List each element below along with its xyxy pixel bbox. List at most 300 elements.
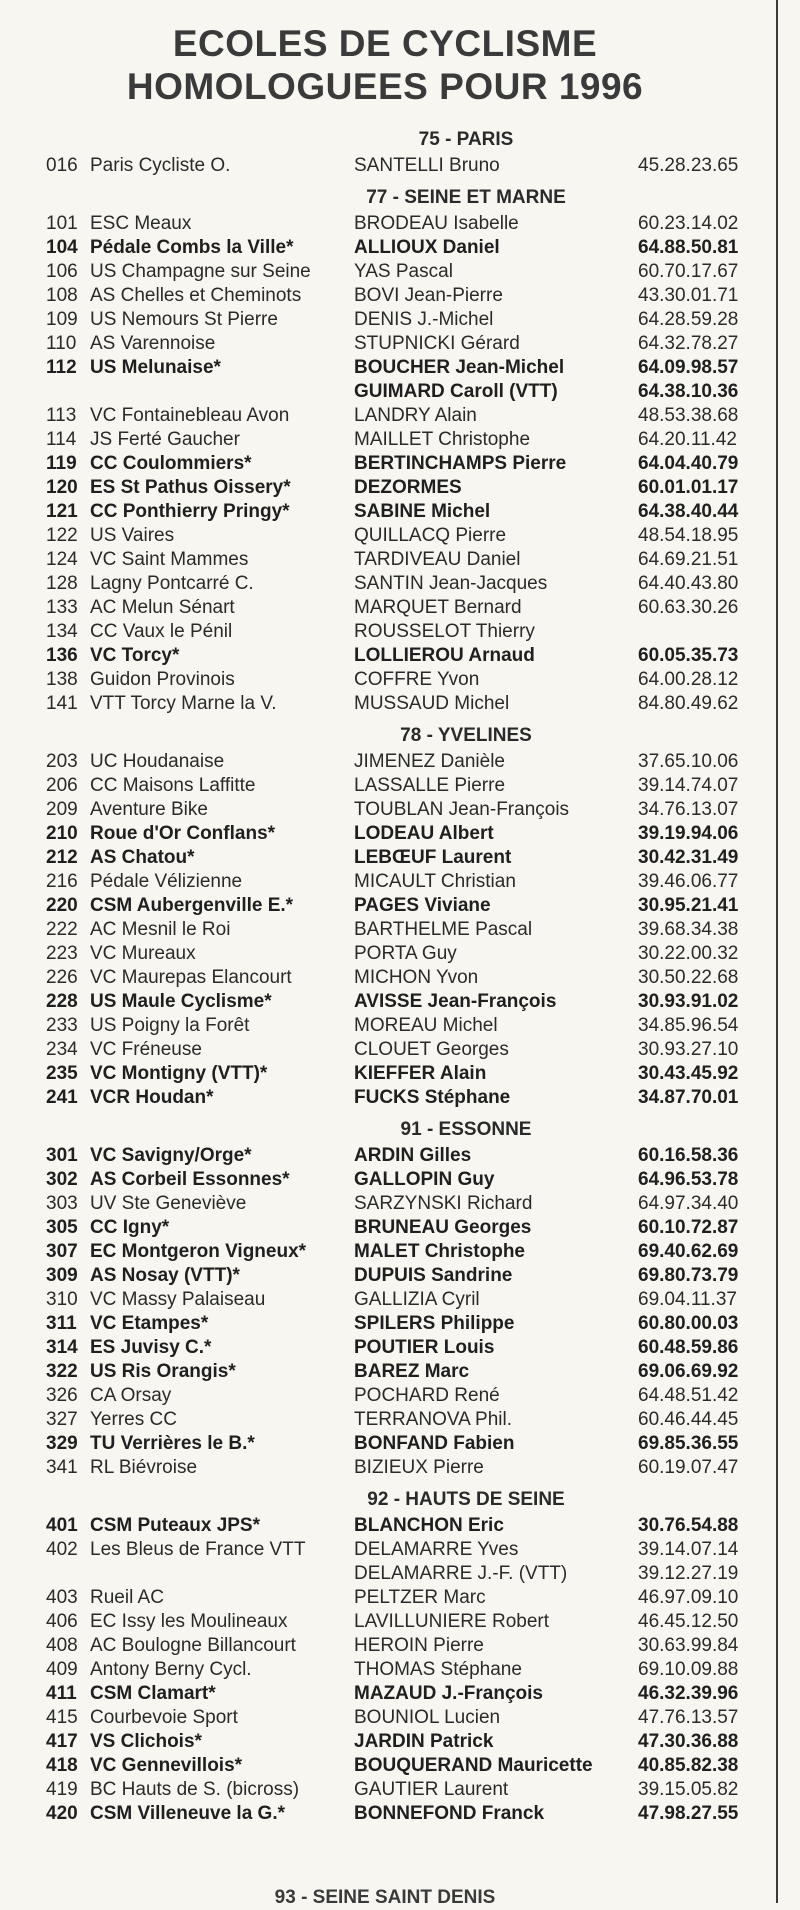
school-row — [46, 1730, 756, 1754]
contact-name: SABINE Michel — [354, 501, 491, 522]
contact-name: COFFRE Yvon — [354, 669, 480, 690]
school-row — [46, 798, 756, 822]
club-name: AS Nosay (VTT)* — [90, 1265, 240, 1286]
phone-number: 34.87.70.01 — [638, 1087, 739, 1108]
school-code: 114 — [46, 429, 77, 450]
school-code: 406 — [46, 1611, 78, 1632]
contact-name: BIZIEUX Pierre — [354, 1457, 484, 1478]
phone-number: 30.43.45.92 — [638, 1063, 739, 1084]
contact-name: THOMAS Stéphane — [354, 1659, 522, 1680]
school-row — [46, 1144, 756, 1168]
contact-name: AVISSE Jean-François — [354, 991, 557, 1012]
school-code: 206 — [46, 775, 78, 796]
club-name: US Nemours St Pierre — [90, 309, 278, 330]
school-code: 411 — [46, 1683, 77, 1704]
phone-number: 69.04.11.37 — [638, 1289, 737, 1310]
school-row — [46, 476, 756, 500]
school-code: 108 — [46, 285, 78, 306]
phone-number: 64.96.53.78 — [638, 1169, 739, 1190]
phone-number: 64.40.43.80 — [638, 573, 739, 594]
phone-number: 60.10.72.87 — [638, 1217, 739, 1238]
school-code: 220 — [46, 895, 78, 916]
contact-name: DEZORMES — [354, 477, 462, 498]
contact-name: BARTHELME Pascal — [354, 919, 533, 940]
contact-name: LEBŒUF Laurent — [354, 847, 512, 868]
school-row — [46, 822, 756, 846]
contact-name: JARDIN Patrick — [354, 1731, 494, 1752]
club-name: VC Massy Palaiseau — [90, 1289, 266, 1310]
club-name: AS Varennoise — [90, 333, 216, 354]
contact-name: PAGES Viviane — [354, 895, 491, 916]
school-row — [46, 428, 756, 452]
school-row — [46, 990, 756, 1014]
club-name: Paris Cycliste O. — [90, 155, 231, 176]
contact-name: MAILLET Christophe — [354, 429, 531, 450]
title-line-2: HOMOLOGUEES POUR 1996 — [126, 66, 644, 107]
contact-name: LANDRY Alain — [354, 405, 477, 426]
department-section — [46, 722, 756, 1110]
page-title — [0, 22, 770, 108]
club-name: Lagny Pontcarré C. — [90, 573, 254, 594]
department-heading: 78 - YVELINES — [400, 725, 532, 746]
club-name: JS Ferté Gaucher — [90, 429, 240, 450]
school-row — [46, 620, 756, 644]
school-code: 138 — [46, 669, 78, 690]
contact-name: MUSSAUD Michel — [354, 693, 510, 714]
club-name: VC Maurepas Elancourt — [90, 967, 292, 988]
phone-number: 60.16.58.36 — [638, 1145, 739, 1166]
contact-name: BOUQUERAND Mauricette — [354, 1755, 593, 1776]
phone-number: 39.19.94.06 — [638, 823, 739, 844]
phone-number: 60.19.07.47 — [638, 1457, 739, 1478]
school-code: 327 — [46, 1409, 78, 1430]
contact-name: BRUNEAU Georges — [354, 1217, 532, 1238]
school-row — [46, 524, 756, 548]
contact-name: GALLIZIA Cyril — [354, 1289, 480, 1310]
school-code: 418 — [46, 1755, 78, 1776]
school-row — [46, 308, 756, 332]
school-code: 309 — [46, 1265, 78, 1286]
school-row — [46, 284, 756, 308]
phone-number: 40.85.82.38 — [638, 1755, 739, 1776]
contact-name: PORTA Guy — [354, 943, 457, 964]
school-code: 341 — [46, 1457, 78, 1478]
contact-name: CLOUET Georges — [354, 1039, 509, 1060]
school-row — [46, 260, 756, 284]
school-row — [46, 572, 756, 596]
school-row — [46, 404, 756, 428]
phone-number: 30.93.91.02 — [638, 991, 739, 1012]
phone-number: 64.88.50.81 — [638, 237, 739, 258]
school-row — [46, 1802, 756, 1826]
contact-name: GAUTIER Laurent — [354, 1779, 509, 1800]
contact-name: BONNEFOND Franck — [354, 1803, 545, 1824]
school-row — [46, 1634, 756, 1658]
school-code: 120 — [46, 477, 78, 498]
school-row — [46, 212, 756, 236]
school-code: 124 — [46, 549, 78, 570]
school-code: 302 — [46, 1169, 78, 1190]
contact-name: LODEAU Albert — [354, 823, 494, 844]
phone-number: 30.93.27.10 — [638, 1039, 739, 1060]
club-name: UC Houdanaise — [90, 751, 225, 772]
phone-number: 37.65.10.06 — [638, 751, 739, 772]
phone-number: 64.00.28.12 — [638, 669, 739, 690]
phone-number: 46.97.09.10 — [638, 1587, 739, 1608]
school-code: 234 — [46, 1039, 78, 1060]
school-code: 134 — [46, 621, 78, 642]
phone-number: 60.01.01.17 — [638, 477, 739, 498]
club-name: Antony Berny Cycl. — [90, 1659, 252, 1680]
school-code: 417 — [46, 1731, 78, 1752]
phone-number: 39.68.34.38 — [638, 919, 739, 940]
department-heading: 92 - HAUTS DE SEINE — [367, 1489, 565, 1510]
club-name: CSM Villeneuve la G.* — [90, 1803, 286, 1824]
phone-number: 43.30.01.71 — [638, 285, 739, 306]
school-row — [46, 1360, 756, 1384]
club-name: VTT Torcy Marne la V. — [90, 693, 277, 714]
contact-name: BOUNIOL Lucien — [354, 1707, 501, 1728]
phone-number: 30.50.22.68 — [638, 967, 739, 988]
contact-name: BERTINCHAMPS Pierre — [354, 453, 567, 474]
contact-name: LAVILLUNIERE Robert — [354, 1611, 550, 1632]
club-name: VC Fontainebleau Avon — [90, 405, 290, 426]
contact-name: DELAMARRE J.-F. (VTT) — [354, 1563, 568, 1584]
phone-number: 47.30.36.88 — [638, 1731, 739, 1752]
school-code: 329 — [46, 1433, 78, 1454]
phone-number: 64.69.21.51 — [638, 549, 739, 570]
club-name: VC Gennevillois* — [90, 1755, 243, 1776]
school-code: 101 — [46, 213, 78, 234]
club-name: AC Boulogne Billancourt — [90, 1635, 296, 1656]
club-name: Guidon Provinois — [90, 669, 235, 690]
school-row — [46, 1408, 756, 1432]
club-name: CC Vaux le Pénil — [90, 621, 233, 642]
school-row — [46, 1288, 756, 1312]
club-name: EC Issy les Moulineaux — [90, 1611, 288, 1632]
club-name: Roue d'Or Conflans* — [90, 823, 276, 844]
school-row — [46, 1610, 756, 1634]
contact-name: DUPUIS Sandrine — [354, 1265, 513, 1286]
department-section — [46, 126, 756, 178]
phone-number: 48.53.38.68 — [638, 405, 739, 426]
department-section — [46, 1486, 756, 1826]
club-name: VC Montigny (VTT)* — [90, 1063, 268, 1084]
phone-number: 30.76.54.88 — [638, 1515, 739, 1536]
club-name: VC Etampes* — [90, 1313, 209, 1334]
school-list — [46, 126, 756, 1832]
club-name: VCR Houdan* — [90, 1087, 214, 1108]
phone-number: 39.15.05.82 — [638, 1779, 739, 1800]
school-code: 402 — [46, 1539, 78, 1560]
contact-name: GALLOPIN Guy — [354, 1169, 495, 1190]
contact-name: MALET Christophe — [354, 1241, 525, 1262]
school-code: 133 — [46, 597, 78, 618]
contact-name: TERRANOVA Phil. — [354, 1409, 513, 1430]
school-row — [46, 692, 756, 716]
school-row — [46, 1658, 756, 1682]
school-row — [46, 1038, 756, 1062]
department-heading: 77 - SEINE ET MARNE — [366, 187, 566, 208]
contact-name: BOVI Jean-Pierre — [354, 285, 503, 306]
phone-number: 69.40.62.69 — [638, 1241, 739, 1262]
school-row — [46, 1538, 756, 1562]
school-code: 401 — [46, 1515, 78, 1536]
school-code: 122 — [46, 525, 78, 546]
contact-name: PELTZER Marc — [354, 1587, 486, 1608]
phone-number: 39.14.74.07 — [638, 775, 739, 796]
contact-name: MARQUET Bernard — [354, 597, 522, 618]
school-row — [46, 236, 756, 260]
phone-number: 69.06.69.92 — [638, 1361, 739, 1382]
contact-name: HEROIN Pierre — [354, 1635, 484, 1656]
phone-number: 34.76.13.07 — [638, 799, 739, 820]
school-row — [46, 1754, 756, 1778]
phone-number: 46.32.39.96 — [638, 1683, 739, 1704]
school-row — [46, 894, 756, 918]
club-name: AS Corbeil Essonnes* — [90, 1169, 290, 1190]
club-name: AS Chatou* — [90, 847, 195, 868]
department-section — [46, 184, 756, 716]
school-row — [46, 1384, 756, 1408]
school-code: 226 — [46, 967, 78, 988]
phone-number: 64.04.40.79 — [638, 453, 739, 474]
school-code: 326 — [46, 1385, 78, 1406]
club-name: US Maule Cyclisme* — [90, 991, 272, 1012]
contact-name: SARZYNSKI Richard — [354, 1193, 533, 1214]
contact-name: QUILLACQ Pierre — [354, 525, 507, 546]
contact-name: MICAULT Christian — [354, 871, 516, 892]
contact-name: YAS Pascal — [354, 261, 453, 282]
school-row — [46, 1778, 756, 1802]
school-code: 109 — [46, 309, 78, 330]
phone-number: 64.32.78.27 — [638, 333, 739, 354]
phone-number: 84.80.49.62 — [638, 693, 739, 714]
club-name: BC Hauts de S. (bicross) — [90, 1779, 300, 1800]
phone-number: 60.23.14.02 — [638, 213, 739, 234]
department-heading: 91 - ESSONNE — [400, 1119, 532, 1140]
school-row — [46, 1706, 756, 1730]
school-code: 403 — [46, 1587, 78, 1608]
club-name: CC Maisons Laffitte — [90, 775, 256, 796]
school-row — [46, 1216, 756, 1240]
department-heading: 75 - PARIS — [418, 129, 514, 150]
school-row — [46, 548, 756, 572]
school-row — [46, 1086, 756, 1110]
contact-name: MOREAU Michel — [354, 1015, 498, 1036]
contact-name: STUPNICKI Gérard — [354, 333, 520, 354]
school-code: 141 — [46, 693, 78, 714]
cut-off-heading: 93 - SEINE SAINT DENIS — [274, 1887, 496, 1908]
club-name: CC Igny* — [90, 1217, 170, 1238]
school-code: 113 — [46, 405, 77, 426]
school-row — [46, 1240, 756, 1264]
contact-name: BRODEAU Isabelle — [354, 213, 519, 234]
school-code: 121 — [46, 501, 78, 522]
contact-name: GUIMARD Caroll (VTT) — [354, 381, 558, 402]
school-code: 419 — [46, 1779, 78, 1800]
school-code: 228 — [46, 991, 78, 1012]
club-name — [90, 380, 354, 404]
phone-number: 69.10.09.88 — [638, 1659, 739, 1680]
contact-name: ARDIN Gilles — [354, 1145, 472, 1166]
school-row — [46, 1062, 756, 1086]
phone-number: 39.14.07.14 — [638, 1539, 739, 1560]
school-code: 016 — [46, 155, 78, 176]
school-code: 128 — [46, 573, 78, 594]
contact-name: POCHARD René — [354, 1385, 500, 1406]
contact-name: TARDIVEAU Daniel — [354, 549, 521, 570]
phone-number: 39.46.06.77 — [638, 871, 739, 892]
club-name: EC Montgeron Vigneux* — [90, 1241, 307, 1262]
school-row — [46, 332, 756, 356]
school-row — [46, 750, 756, 774]
club-name: Yerres CC — [90, 1409, 177, 1430]
school-row — [46, 1432, 756, 1456]
contact-name: LOLLIEROU Arnaud — [354, 645, 535, 666]
phone-number: 39.12.27.19 — [638, 1563, 739, 1584]
school-code: 222 — [46, 919, 78, 940]
club-name: CSM Clamart* — [90, 1683, 216, 1704]
school-row — [46, 942, 756, 966]
club-name: CC Ponthierry Pringy* — [90, 501, 290, 522]
school-row — [46, 1192, 756, 1216]
contact-name: DELAMARRE Yves — [354, 1539, 519, 1560]
phone-number: 60.46.44.45 — [638, 1409, 739, 1430]
club-name: VC Torcy* — [90, 645, 180, 666]
school-row — [46, 1014, 756, 1038]
contact-name: MAZAUD J.-François — [354, 1683, 543, 1704]
phone-number: 46.45.12.50 — [638, 1611, 739, 1632]
contact-name: SPILERS Philippe — [354, 1313, 515, 1334]
school-code: 303 — [46, 1193, 78, 1214]
school-row — [46, 1264, 756, 1288]
phone-number: 47.98.27.55 — [638, 1803, 739, 1824]
club-name: CA Orsay — [90, 1385, 172, 1406]
contact-name: BLANCHON Eric — [354, 1515, 504, 1536]
phone-number: 30.63.99.84 — [638, 1635, 739, 1656]
contact-name: BAREZ Marc — [354, 1361, 470, 1382]
contact-name: ROUSSELOT Thierry — [354, 621, 535, 642]
school-row — [46, 356, 756, 380]
school-code: 420 — [46, 1803, 78, 1824]
school-row — [46, 846, 756, 870]
contact-name: LASSALLE Pierre — [354, 775, 506, 796]
school-code: 307 — [46, 1241, 78, 1262]
school-code: 322 — [46, 1361, 78, 1382]
department-section — [46, 1116, 756, 1480]
school-row — [46, 668, 756, 692]
club-name: AS Chelles et Cheminots — [90, 285, 302, 306]
school-code: 110 — [46, 333, 77, 354]
club-name: US Poigny la Forêt — [90, 1015, 250, 1036]
contact-name: JIMENEZ Danièle — [354, 751, 505, 772]
club-name: VS Clichois* — [90, 1731, 202, 1752]
club-name: US Champagne sur Seine — [90, 261, 311, 282]
school-code: 210 — [46, 823, 78, 844]
club-name: US Ris Orangis* — [90, 1361, 236, 1382]
school-row — [46, 154, 756, 178]
contact-name: FUCKS Stéphane — [354, 1087, 511, 1108]
school-row — [46, 380, 756, 404]
club-name: Aventure Bike — [90, 799, 208, 820]
club-name: VC Savigny/Orge* — [90, 1145, 252, 1166]
club-name: CSM Aubergenville E.* — [90, 895, 294, 916]
school-code: 104 — [46, 237, 78, 258]
school-code: 301 — [46, 1145, 78, 1166]
contact-name: BONFAND Fabien — [354, 1433, 515, 1454]
contact-name: SANTIN Jean-Jacques — [354, 573, 548, 594]
phone-number — [638, 620, 756, 644]
school-code: 311 — [46, 1313, 77, 1334]
club-name: Courbevoie Sport — [90, 1707, 238, 1728]
contact-name: TOUBLAN Jean-François — [354, 799, 570, 820]
club-name: VC Fréneuse — [90, 1039, 202, 1060]
school-row — [46, 966, 756, 990]
phone-number: 34.85.96.54 — [638, 1015, 739, 1036]
school-code: 409 — [46, 1659, 78, 1680]
club-name: CC Coulommiers* — [90, 453, 252, 474]
school-row — [46, 1168, 756, 1192]
club-name: RL Biévroise — [90, 1457, 198, 1478]
school-row — [46, 644, 756, 668]
club-name: ESC Meaux — [90, 213, 192, 234]
school-code: 241 — [46, 1087, 78, 1108]
school-code: 233 — [46, 1015, 78, 1036]
club-name: VC Saint Mammes — [90, 549, 249, 570]
club-name: VC Mureaux — [90, 943, 196, 964]
school-row — [46, 500, 756, 524]
phone-number: 64.28.59.28 — [638, 309, 739, 330]
phone-number: 64.20.11.42 — [638, 429, 737, 450]
phone-number: 64.48.51.42 — [638, 1385, 739, 1406]
club-name: AC Mesnil le Roi — [90, 919, 231, 940]
contact-name: ALLIOUX Daniel — [354, 237, 500, 258]
school-code — [46, 380, 90, 404]
phone-number: 60.70.17.67 — [638, 261, 739, 282]
school-code: 235 — [46, 1063, 78, 1084]
phone-number: 64.38.10.36 — [638, 381, 739, 402]
phone-number: 45.28.23.65 — [638, 155, 739, 176]
school-row — [46, 1336, 756, 1360]
school-row — [46, 1562, 756, 1586]
contact-name: BOUCHER Jean-Michel — [354, 357, 565, 378]
phone-number: 30.42.31.49 — [638, 847, 739, 868]
school-code: 415 — [46, 1707, 78, 1728]
contact-name: SANTELLI Bruno — [354, 155, 500, 176]
school-row — [46, 1456, 756, 1480]
school-code: 212 — [46, 847, 78, 868]
phone-number: 30.22.00.32 — [638, 943, 739, 964]
school-row — [46, 452, 756, 476]
school-code: 209 — [46, 799, 78, 820]
club-name: TU Verrières le B.* — [90, 1433, 255, 1454]
school-code — [46, 1562, 90, 1586]
school-row — [46, 1586, 756, 1610]
phone-number: 48.54.18.95 — [638, 525, 739, 546]
school-row — [46, 774, 756, 798]
club-name: Pédale Combs la Ville* — [90, 237, 294, 258]
phone-number: 64.38.40.44 — [638, 501, 739, 522]
title-line-1: ECOLES DE CYCLISME — [172, 23, 598, 64]
school-row — [46, 1312, 756, 1336]
contact-name: MICHON Yvon — [354, 967, 479, 988]
contact-name: KIEFFER Alain — [354, 1063, 487, 1084]
school-row — [46, 918, 756, 942]
school-code: 305 — [46, 1217, 78, 1238]
phone-number: 64.97.34.40 — [638, 1193, 739, 1214]
phone-number: 47.76.13.57 — [638, 1707, 739, 1728]
